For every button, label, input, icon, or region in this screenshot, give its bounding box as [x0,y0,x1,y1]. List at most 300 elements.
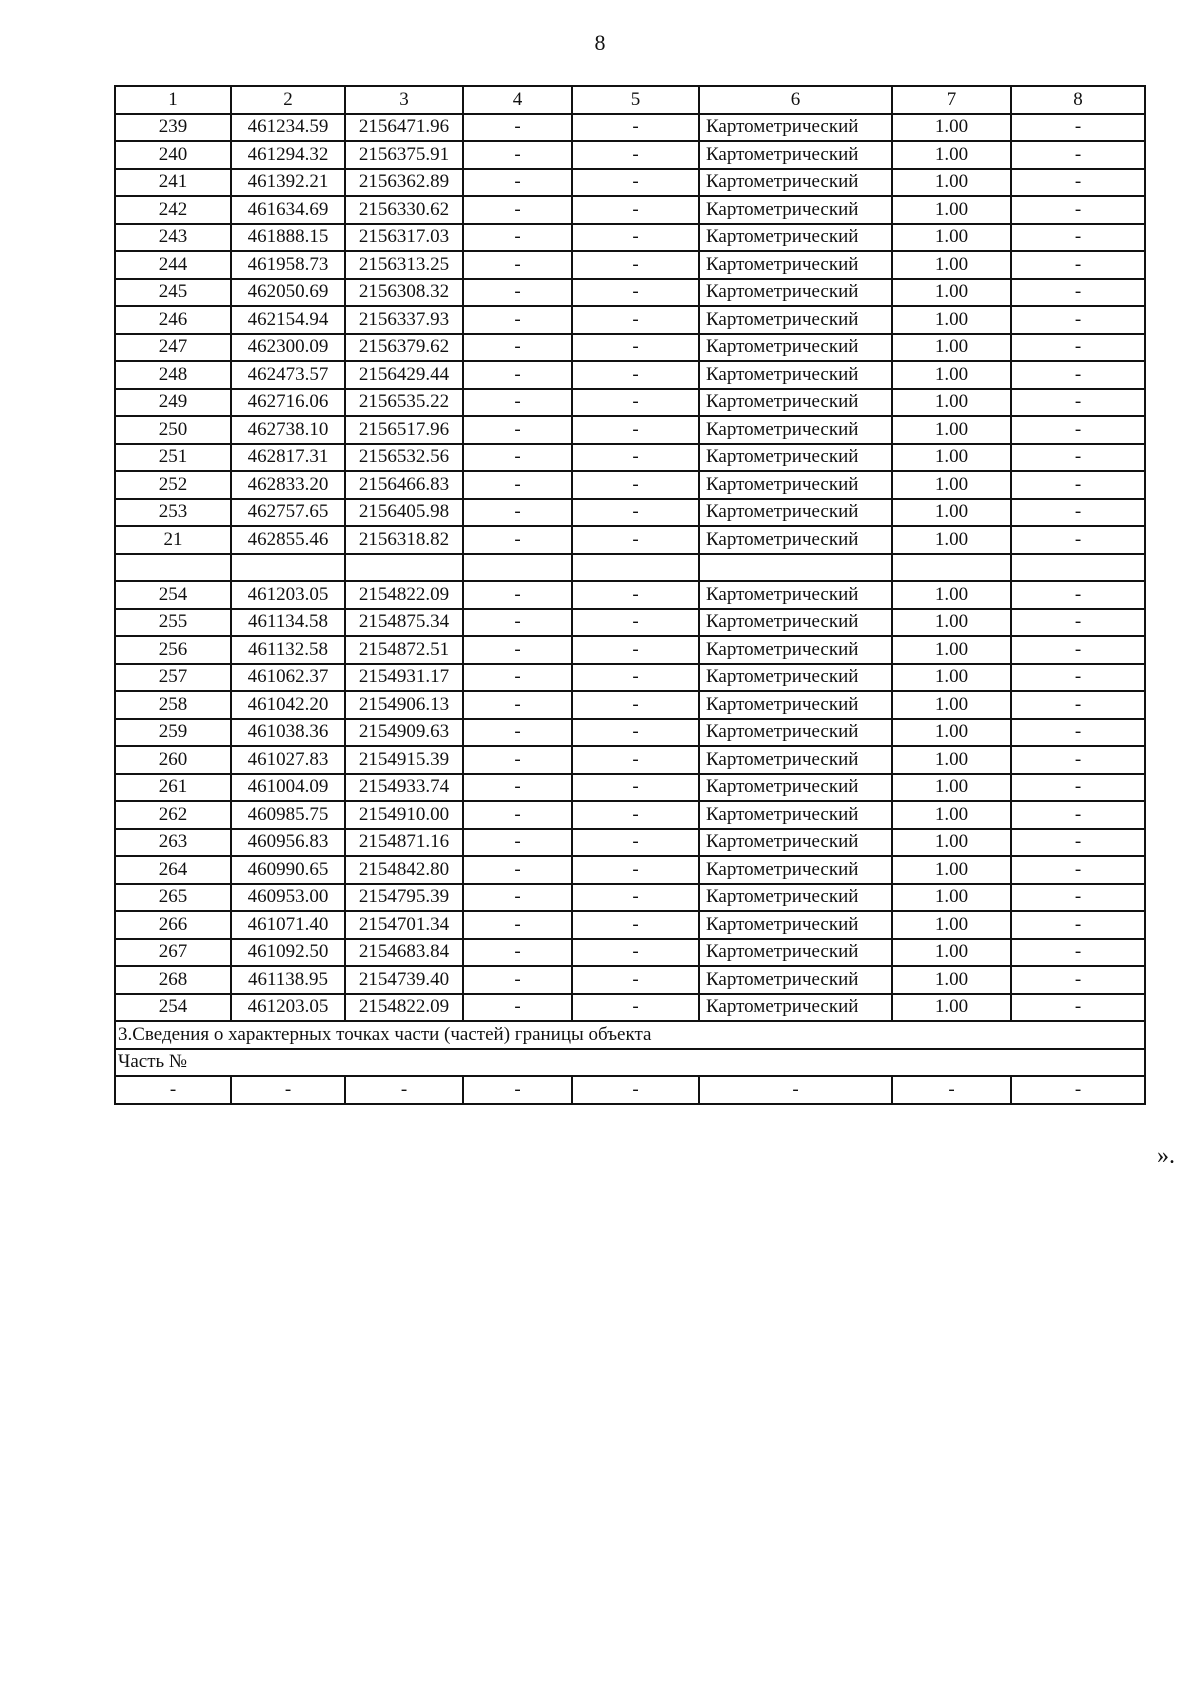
y-coordinate-cell: 2154842.80 [345,856,463,884]
x-coordinate-cell: 461203.05 [231,994,345,1022]
y-coordinate-cell: 2156313.25 [345,251,463,279]
accuracy-cell: 1.00 [892,719,1011,747]
point-number-cell: 250 [115,416,231,444]
method-cell: Картометрический [699,416,892,444]
coordinates-table [114,85,1146,1105]
header-row [115,86,1145,114]
accuracy-cell: 1.00 [892,746,1011,774]
accuracy-cell: 1.00 [892,499,1011,527]
accuracy-cell: 1.00 [892,471,1011,499]
y-coordinate-cell: 2154683.84 [345,939,463,967]
accuracy-cell: 1.00 [892,829,1011,857]
accuracy-cell: 1.00 [892,416,1011,444]
col8-cell: - [1011,939,1145,967]
col8-cell: - [1011,114,1145,142]
table-row [115,389,1145,417]
col8-cell: - [1011,691,1145,719]
x-coordinate-cell: 461203.05 [231,581,345,609]
point-number-cell: 267 [115,939,231,967]
method-cell: Картометрический [699,279,892,307]
y-coordinate-cell: 2156471.96 [345,114,463,142]
x-coordinate-cell: - [231,1076,345,1104]
col4-cell: - [463,279,572,307]
col5-cell: 5 [572,86,699,114]
method-cell: Картометрический [699,251,892,279]
accuracy-cell: 1.00 [892,361,1011,389]
x-coordinate-cell: 460985.75 [231,801,345,829]
col5-cell: - [572,774,699,802]
col8-cell: - [1011,141,1145,169]
method-cell: Картометрический [699,636,892,664]
x-coordinate-cell: 462757.65 [231,499,345,527]
method-cell: Картометрический [699,141,892,169]
col5-cell: - [572,361,699,389]
y-coordinate-cell: 2154909.63 [345,719,463,747]
accuracy-cell: 1.00 [892,664,1011,692]
col4-cell: - [463,746,572,774]
col5-cell: - [572,911,699,939]
method-cell [699,554,892,582]
y-coordinate-cell: 2154795.39 [345,884,463,912]
accuracy-cell: - [892,1076,1011,1104]
col5-cell: - [572,471,699,499]
col8-cell: - [1011,334,1145,362]
col5-cell: - [572,141,699,169]
y-coordinate-cell: 2154933.74 [345,774,463,802]
x-coordinate-cell: 461888.15 [231,224,345,252]
point-number-cell: 1 [115,86,231,114]
col4-cell: - [463,884,572,912]
col5-cell: - [572,994,699,1022]
y-coordinate-cell: 2156317.03 [345,224,463,252]
col4-cell: - [463,416,572,444]
accuracy-cell: 1.00 [892,774,1011,802]
table-row [115,719,1145,747]
col4-cell: - [463,114,572,142]
accuracy-cell [892,554,1011,582]
method-cell: Картометрический [699,829,892,857]
y-coordinate-cell: 2156330.62 [345,196,463,224]
col4-cell: - [463,829,572,857]
col8-cell: - [1011,994,1145,1022]
point-number-cell: 265 [115,884,231,912]
point-number-cell: 268 [115,966,231,994]
accuracy-cell: 7 [892,86,1011,114]
col5-cell: - [572,609,699,637]
x-coordinate-cell: 461294.32 [231,141,345,169]
table-row [115,361,1145,389]
col8-cell: - [1011,664,1145,692]
col8-cell: - [1011,966,1145,994]
method-cell: Картометрический [699,444,892,472]
point-number-cell: 260 [115,746,231,774]
x-coordinate-cell: 2 [231,86,345,114]
col4-cell: - [463,141,572,169]
col4-cell: - [463,471,572,499]
table-row [115,691,1145,719]
method-cell: Картометрический [699,526,892,554]
point-number-cell: 259 [115,719,231,747]
point-number-cell: 241 [115,169,231,197]
y-coordinate-cell: 2154931.17 [345,664,463,692]
col5-cell: - [572,691,699,719]
col8-cell: - [1011,416,1145,444]
y-coordinate-cell: 2156429.44 [345,361,463,389]
point-number-cell: 245 [115,279,231,307]
accuracy-cell: 1.00 [892,939,1011,967]
col4-cell: - [463,169,572,197]
method-cell: Картометрический [699,746,892,774]
col4-cell: - [463,196,572,224]
x-coordinate-cell: 462817.31 [231,444,345,472]
y-coordinate-cell: 2154906.13 [345,691,463,719]
col5-cell: - [572,114,699,142]
col5-cell: - [572,279,699,307]
col8-cell: - [1011,636,1145,664]
point-number-cell: 249 [115,389,231,417]
col4-cell: - [463,966,572,994]
separator-row [115,554,1145,582]
accuracy-cell: 1.00 [892,334,1011,362]
point-number-cell: 244 [115,251,231,279]
y-coordinate-cell: 2156375.91 [345,141,463,169]
y-coordinate-cell: 3 [345,86,463,114]
x-coordinate-cell: 462855.46 [231,526,345,554]
table-row [115,801,1145,829]
col4-cell: - [463,361,572,389]
y-coordinate-cell: 2154871.16 [345,829,463,857]
col5-cell [572,554,699,582]
point-number-cell: 247 [115,334,231,362]
table-row [115,416,1145,444]
table-row [115,609,1145,637]
point-number-cell: 246 [115,306,231,334]
table-row [115,911,1145,939]
y-coordinate-cell: 2156535.22 [345,389,463,417]
x-coordinate-cell: 461392.21 [231,169,345,197]
x-coordinate-cell: 461234.59 [231,114,345,142]
col8-cell: - [1011,581,1145,609]
y-coordinate-cell: 2154822.09 [345,994,463,1022]
table-row [115,224,1145,252]
method-cell: Картометрический [699,664,892,692]
point-number-cell: 239 [115,114,231,142]
col8-cell: - [1011,884,1145,912]
point-number-cell [115,554,231,582]
col8-cell: - [1011,279,1145,307]
col5-cell: - [572,1076,699,1104]
method-cell: Картометрический [699,966,892,994]
y-coordinate-cell: 2156405.98 [345,499,463,527]
accuracy-cell: 1.00 [892,196,1011,224]
col4-cell: - [463,774,572,802]
point-number-cell: 253 [115,499,231,527]
table-row [115,141,1145,169]
table-row [115,774,1145,802]
col5-cell: - [572,719,699,747]
col5-cell: - [572,856,699,884]
method-cell: - [699,1076,892,1104]
method-cell: Картометрический [699,719,892,747]
method-cell: Картометрический [699,609,892,637]
accuracy-cell: 1.00 [892,279,1011,307]
col4-cell: - [463,251,572,279]
x-coordinate-cell: 460990.65 [231,856,345,884]
col4-cell: - [463,224,572,252]
col8-cell: - [1011,774,1145,802]
accuracy-cell: 1.00 [892,884,1011,912]
y-coordinate-cell: 2154739.40 [345,966,463,994]
y-coordinate-cell: - [345,1076,463,1104]
accuracy-cell: 1.00 [892,141,1011,169]
accuracy-cell: 1.00 [892,966,1011,994]
accuracy-cell: 1.00 [892,636,1011,664]
col8-cell: - [1011,444,1145,472]
table-row [115,664,1145,692]
col8-cell: - [1011,911,1145,939]
point-number-cell: 248 [115,361,231,389]
table-body [115,86,1145,1104]
col4-cell: - [463,526,572,554]
y-coordinate-cell: 2154910.00 [345,801,463,829]
col4-cell: - [463,499,572,527]
point-number-cell: 21 [115,526,231,554]
part-label-row [115,1049,1145,1077]
table-row [115,114,1145,142]
col8-cell: - [1011,251,1145,279]
method-cell: Картометрический [699,361,892,389]
table-row [115,334,1145,362]
table-row [115,966,1145,994]
col4-cell: - [463,664,572,692]
accuracy-cell: 1.00 [892,114,1011,142]
y-coordinate-cell: 2156466.83 [345,471,463,499]
col8-cell: - [1011,609,1145,637]
page-number: 8 [594,30,606,55]
x-coordinate-cell: 461038.36 [231,719,345,747]
method-cell: Картометрический [699,774,892,802]
section3-title: 3.Сведения о характерных точках части (частей) границы объекта [115,1021,1145,1049]
x-coordinate-cell: 461138.95 [231,966,345,994]
table-row [115,636,1145,664]
point-number-cell: 256 [115,636,231,664]
x-coordinate-cell: 461958.73 [231,251,345,279]
point-number-cell: 257 [115,664,231,692]
accuracy-cell: 1.00 [892,911,1011,939]
col4-cell: - [463,334,572,362]
col5-cell: - [572,499,699,527]
table-row [115,499,1145,527]
y-coordinate-cell: 2156337.93 [345,306,463,334]
col5-cell: - [572,224,699,252]
accuracy-cell: 1.00 [892,306,1011,334]
col5-cell: - [572,196,699,224]
method-cell: Картометрический [699,911,892,939]
col5-cell: - [572,389,699,417]
method-cell: Картометрический [699,224,892,252]
point-number-cell: 264 [115,856,231,884]
method-cell: Картометрический [699,196,892,224]
point-number-cell: 243 [115,224,231,252]
y-coordinate-cell: 2154875.34 [345,609,463,637]
method-cell: Картометрический [699,499,892,527]
method-cell: Картометрический [699,884,892,912]
x-coordinate-cell: 461071.40 [231,911,345,939]
x-coordinate-cell: 462473.57 [231,361,345,389]
table-row [115,884,1145,912]
method-cell: Картометрический [699,939,892,967]
x-coordinate-cell: 461634.69 [231,196,345,224]
table-row [115,939,1145,967]
y-coordinate-cell: 2156532.56 [345,444,463,472]
x-coordinate-cell: 461092.50 [231,939,345,967]
y-coordinate-cell: 2156379.62 [345,334,463,362]
col5-cell: - [572,306,699,334]
table-row [115,829,1145,857]
method-cell: Картометрический [699,114,892,142]
point-number-cell: 263 [115,829,231,857]
col4-cell: - [463,306,572,334]
y-coordinate-cell: 2154872.51 [345,636,463,664]
x-coordinate-cell: 461132.58 [231,636,345,664]
part-label: Часть № [115,1049,1145,1077]
col5-cell: - [572,526,699,554]
y-coordinate-cell: 2154701.34 [345,911,463,939]
y-coordinate-cell: 2154822.09 [345,581,463,609]
col8-cell: - [1011,306,1145,334]
point-number-cell: 242 [115,196,231,224]
col5-cell: - [572,966,699,994]
x-coordinate-cell: 461062.37 [231,664,345,692]
accuracy-cell: 1.00 [892,224,1011,252]
accuracy-cell: 1.00 [892,691,1011,719]
x-coordinate-cell: 462716.06 [231,389,345,417]
col4-cell: - [463,691,572,719]
x-coordinate-cell: 460953.00 [231,884,345,912]
col4-cell: - [463,581,572,609]
point-number-cell: 254 [115,994,231,1022]
table-row [115,196,1145,224]
col5-cell: - [572,444,699,472]
closing-quote-mark: ». [1157,1143,1175,1169]
col5-cell: - [572,746,699,774]
y-coordinate-cell: 2154915.39 [345,746,463,774]
col8-cell: - [1011,471,1145,499]
method-cell: Картометрический [699,801,892,829]
table-row [115,856,1145,884]
x-coordinate-cell: 462154.94 [231,306,345,334]
col4-cell: - [463,609,572,637]
col5-cell: - [572,416,699,444]
col5-cell: - [572,169,699,197]
col8-cell: - [1011,224,1145,252]
x-coordinate-cell: 460956.83 [231,829,345,857]
col8-cell: - [1011,389,1145,417]
col8-cell: - [1011,801,1145,829]
point-number-cell: 251 [115,444,231,472]
col4-cell: - [463,911,572,939]
method-cell: Картометрический [699,334,892,362]
table-row [115,251,1145,279]
section3-title-row [115,1021,1145,1049]
accuracy-cell: 1.00 [892,856,1011,884]
accuracy-cell: 1.00 [892,169,1011,197]
col4-cell: - [463,939,572,967]
x-coordinate-cell: 461042.20 [231,691,345,719]
table-row [115,526,1145,554]
col8-cell: - [1011,196,1145,224]
col8-cell: - [1011,829,1145,857]
point-number-cell: 240 [115,141,231,169]
method-cell: Картометрический [699,389,892,417]
col8-cell: - [1011,1076,1145,1104]
col8-cell: - [1011,169,1145,197]
col4-cell: - [463,801,572,829]
accuracy-cell: 1.00 [892,581,1011,609]
col4-cell: - [463,994,572,1022]
part-row [115,1076,1145,1104]
method-cell: Картометрический [699,691,892,719]
col5-cell: - [572,636,699,664]
col5-cell: - [572,939,699,967]
x-coordinate-cell: 462050.69 [231,279,345,307]
x-coordinate-cell: 462833.20 [231,471,345,499]
method-cell: Картометрический [699,169,892,197]
x-coordinate-cell: 461027.83 [231,746,345,774]
col5-cell: - [572,664,699,692]
x-coordinate-cell [231,554,345,582]
method-cell: Картометрический [699,856,892,884]
x-coordinate-cell: 462300.09 [231,334,345,362]
col8-cell [1011,554,1145,582]
col8-cell: - [1011,719,1145,747]
method-cell: Картометрический [699,306,892,334]
table-row [115,279,1145,307]
x-coordinate-cell: 461004.09 [231,774,345,802]
y-coordinate-cell [345,554,463,582]
method-cell: 6 [699,86,892,114]
col8-cell: - [1011,361,1145,389]
col8-cell: 8 [1011,86,1145,114]
point-number-cell: 258 [115,691,231,719]
point-number-cell: 252 [115,471,231,499]
point-number-cell: 262 [115,801,231,829]
point-number-cell: - [115,1076,231,1104]
col4-cell [463,554,572,582]
table-row [115,306,1145,334]
point-number-cell: 261 [115,774,231,802]
col5-cell: - [572,829,699,857]
col4-cell: - [463,856,572,884]
table-row [115,581,1145,609]
col5-cell: - [572,801,699,829]
method-cell: Картометрический [699,581,892,609]
accuracy-cell: 1.00 [892,251,1011,279]
accuracy-cell: 1.00 [892,801,1011,829]
col4-cell: - [463,636,572,664]
col4-cell: 4 [463,86,572,114]
col8-cell: - [1011,526,1145,554]
col5-cell: - [572,334,699,362]
table-row [115,444,1145,472]
point-number-cell: 255 [115,609,231,637]
col8-cell: - [1011,856,1145,884]
method-cell: Картометрический [699,471,892,499]
y-coordinate-cell: 2156318.82 [345,526,463,554]
col4-cell: - [463,389,572,417]
table-row [115,746,1145,774]
y-coordinate-cell: 2156517.96 [345,416,463,444]
